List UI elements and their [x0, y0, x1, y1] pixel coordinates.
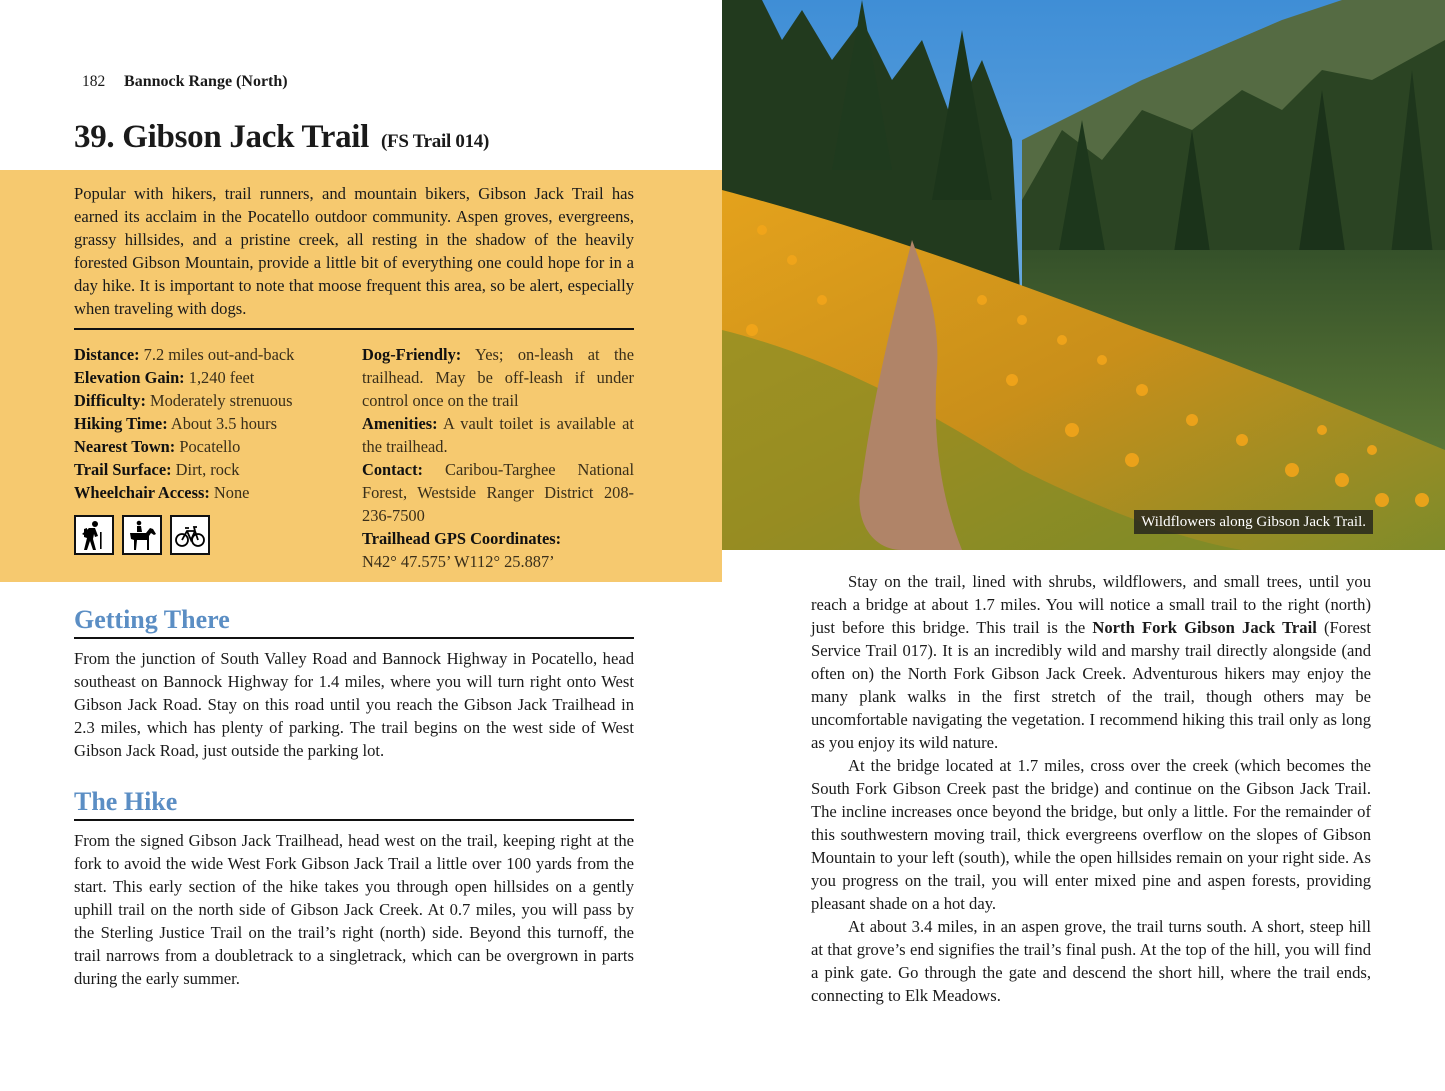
section-name: Bannock Range (North)	[124, 73, 288, 90]
trail-title-main: 39. Gibson Jack Trail	[74, 119, 370, 155]
paragraph-aspen-grove: At about 3.4 miles, in an aspen grove, the trail turns south. A short, steep hill at that grove’s end signifies the trail’s final push. At the top of the hill, you will find a pink gate. Go through the gate and descend the short hill, where the trail ends, connecting to Elk Meadows.	[811, 917, 1371, 1005]
fact-value: Dirt, rock	[175, 460, 240, 479]
trail-title-sub: (FS Trail 014)	[381, 131, 490, 152]
fact-value: Pocatello	[179, 437, 241, 456]
fact-nearest-town	[74, 435, 344, 458]
running-head	[82, 71, 288, 92]
paragraph-crossing: At the bridge located at 1.7 miles, cross over the creek (which becomes the South Fork Gibson Creek past the bridge) and continue on the Gibson Jack Trail. The incline increases once beyond the bridge, but only a little. For the remainder of this southwestern moving trail, thick evergreens overflow on the slopes of Gibson Mountain to your left (south), while the open hillsides remain on your right side. As you progress on the trail, you will enter mixed pine and aspen forests, providing pleasant shade on a hot day.	[811, 756, 1371, 913]
photo-caption: Wildflowers along Gibson Jack Trail.	[1134, 510, 1373, 534]
fact-label: Amenities:	[362, 414, 438, 433]
fact-value: None	[213, 483, 250, 502]
the-hike-heading: The Hike	[74, 785, 634, 821]
left-page	[0, 0, 722, 1091]
fact-label: Hiking Time:	[74, 414, 168, 433]
fact-gps-coordinates	[362, 527, 634, 573]
wildflower-photo-image	[722, 0, 1445, 550]
fact-label: Elevation Gain:	[74, 368, 185, 387]
fact-label: Nearest Town:	[74, 437, 176, 456]
fact-trail-surface	[74, 458, 344, 481]
fact-label: Contact:	[362, 460, 423, 479]
fact-elevation-gain	[74, 366, 344, 389]
fact-value: About 3.5 hours	[170, 414, 277, 433]
page-number: 182	[82, 73, 106, 90]
fact-label: Dog-Friendly:	[362, 345, 462, 364]
fact-label: Trailhead GPS Coordinates:	[362, 529, 562, 548]
trail-facts-right	[362, 343, 634, 573]
fact-value: Moderately strenuous	[150, 391, 293, 410]
fact-value: Yes; on-leash at the trailhead. May be off-leash if under control once on the trail	[362, 345, 635, 410]
activity-icons	[74, 515, 210, 555]
fact-label: Distance:	[74, 345, 140, 364]
intro-paragraph: Popular with hikers, trail runners, and mountain bikers, Gibson Jack Trail has earned its acclaim in the Pocatello outdoor community. Aspen groves, evergreens, grassy hillsides, and a pristine creek, all resting in the shadow of the heavily forested Gibson Mountain, provide a little bit of everything one could hope for in a day hike. It is important to note that moose frequent this area, so be alert, especially when traveling with dogs.	[74, 184, 634, 318]
trail-info-box	[0, 170, 722, 582]
fact-difficulty	[74, 389, 344, 412]
fact-wheelchair-access	[74, 481, 344, 504]
getting-there-heading: Getting There	[74, 603, 634, 639]
fact-value: Caribou-Targhee National Forest, Westside Ranger District 208-236-7500	[362, 460, 634, 525]
fact-value: A vault toilet is available at the trailhead.	[362, 414, 634, 456]
the-hike-text: From the signed Gibson Jack Trailhead, head west on the trail, keeping right at the fork to avoid the wide West Fork Gibson Jack Trail a little over 100 yards from the start. This early section of the hike takes you through open hillsides on a gently uphill trail on the north side of Gibson Jack Creek. At 0.7 miles, you will pass by the Sterling Justice Trail on the trail’s right (north) side. Beyond this turnoff, the trail narrows from a doubletrack to a singletrack, which can be overgrown in parts during the early summer.	[74, 831, 634, 988]
text-run: (Forest Service Trail 017). It is an incredibly wild and marshy trail directly alongside (and often on) the North Fork Gibson Jack Creek. Adventurous hikers may enjoy the many plank walks in the first stretch of the trail, though others may be uncomfortable navigating the vegetation. I recommend hiking this trail only as long as you enjoy its wild nature.	[811, 618, 1371, 752]
trail-photo	[722, 0, 1445, 550]
fact-hiking-time	[74, 412, 344, 435]
getting-there-text: From the junction of South Valley Road and Bannock Highway in Pocatello, head southeast on Bannock Highway for 1.4 miles, where you will turn right onto West Gibson Jack Road. Stay on this road until you reach the Gibson Jack Trailhead in 2.3 miles, which has plenty of parking. The trail begins on the west side of West Gibson Jack Road, just outside the parking lot.	[74, 649, 634, 760]
fact-distance	[74, 343, 344, 366]
fact-value: N42° 47.575’ W112° 25.887’	[362, 552, 555, 571]
fact-value: 1,240 feet	[188, 368, 255, 387]
fact-label: Trail Surface:	[74, 460, 172, 479]
text-run: Stay on the trail, lined with shrubs, wildflowers, and small trees, until you reach a bridge at about 1.7 miles. You will notice a small trail to the right (north) just before this bridge. This trail is the	[811, 572, 1371, 637]
right-page	[722, 0, 1445, 1091]
horseback-riding-icon	[122, 515, 162, 555]
hike-continuation	[811, 570, 1371, 1007]
north-fork-trail-name: North Fork Gibson Jack Trail	[1092, 618, 1317, 637]
fact-contact	[362, 458, 634, 527]
trail-facts-left	[74, 343, 344, 504]
fact-amenities	[362, 412, 634, 458]
fact-label: Wheelchair Access:	[74, 483, 210, 502]
mountain-biking-icon	[170, 515, 210, 555]
fact-value: 7.2 miles out-and-back	[143, 345, 295, 364]
hiking-icon	[74, 515, 114, 555]
divider-rule	[74, 328, 634, 330]
paragraph-bridge	[811, 570, 1371, 754]
trail-title	[74, 116, 489, 163]
fact-dog-friendly	[362, 343, 634, 412]
fact-label: Difficulty:	[74, 391, 146, 410]
